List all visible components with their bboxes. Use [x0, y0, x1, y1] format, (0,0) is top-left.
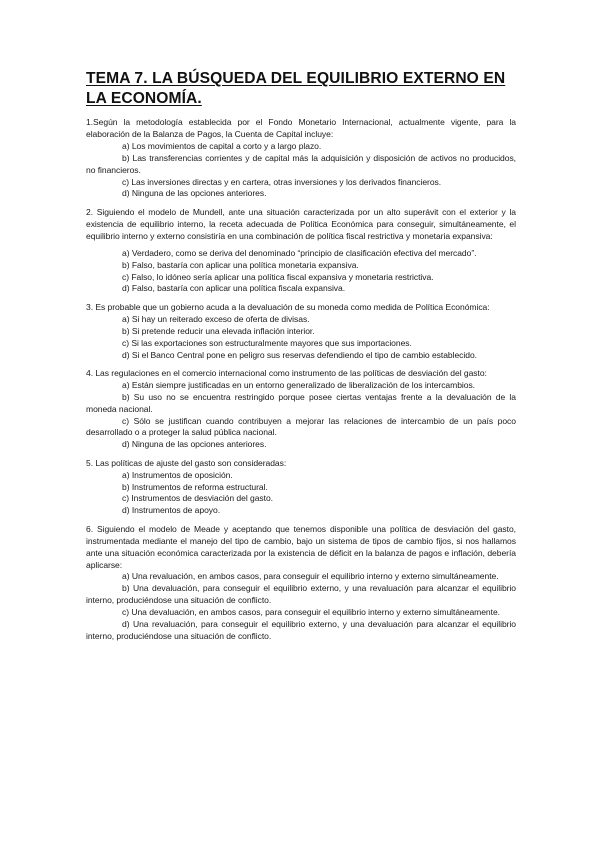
option-a: a) Instrumentos de oposición. — [122, 469, 233, 480]
question-list — [86, 117, 516, 649]
option-b: b) Las transferencias corrientes y de capital más la adquisición y disposición de activos no producidos, no financieros. — [86, 152, 516, 175]
option-d: d) Ninguna de las opciones anteriores. — [122, 188, 267, 199]
option-d: d) Si el Banco Central pone en peligro sus reservas defendiendo el tipo de cambio establecido. — [122, 349, 477, 360]
option-d: d) Falso, bastaría con aplicar una política fiscala expansiva. — [122, 283, 346, 294]
option-a: a) Si hay un reiterado exceso de oferta de divisas. — [122, 313, 310, 324]
question-5 — [86, 458, 516, 518]
option-d: d) Una revaluación, para conseguir el equilibrio externo, y una devaluación para alcanzar el equilibrio interno, produciéndose una situación de conflicto. — [86, 619, 516, 641]
question-4 — [86, 368, 516, 451]
option-c: c) Si las exportaciones son estructuralmente mayores que sus importaciones. — [122, 337, 412, 348]
option-b: b) Instrumentos de reforma estructural. — [122, 481, 268, 492]
question-1 — [86, 117, 516, 200]
question-6 — [86, 524, 516, 643]
option-a: a) Verdadero, como se deriva del denominado “principio de clasificación efectiva del mercado”. — [122, 247, 477, 258]
option-b: b) Si pretende reducir una elevada inflación interior. — [122, 325, 315, 336]
option-c: c) Una devaluación, en ambos casos, para conseguir el equilibrio interno y externo simultáneamente. — [122, 607, 500, 618]
question-3 — [86, 302, 516, 362]
question-stem: 1.Según la metodología establecida por el Fondo Monetario Internacional, actualmente vigente, para la elaboración de la Balanza de Pagos, la Cuenta de Capital incluye: — [86, 117, 516, 139]
question-stem: 6. Siguiendo el modelo de Meade y aceptando que tenemos disponible una política de desviación del gasto, instrumentada mediante el manejo del tipo de cambio, bajo un sistema de tipos de cambio fijos, si nos hallamos ante una situación económica caracterizada por la existencia de déficit en la balanza de pagos e inflación, debería aplicarse: — [86, 523, 516, 570]
option-c: c) Sólo se justifican cuando contribuyen a mejorar las relaciones de intercambio de un país poco desarrollado o a proteger la salud pública nacional. — [86, 415, 516, 438]
option-d: d) Ninguna de las opciones anteriores. — [122, 439, 267, 450]
option-d: d) Instrumentos de apoyo. — [122, 505, 221, 516]
question-stem: 4. Las regulaciones en el comercio internacional como instrumento de las políticas de desviación del gasto: — [86, 367, 487, 378]
question-stem: 2. Siguiendo el modelo de Mundell, ante una situación caracterizada por un alto superávit con el exterior y la existencia de equilibrio interno, la receta adecuada de Política Económica para conseguir, simultáneamente, el equilibrio interno y externo consistiría en una combinación de política fiscal restrictiva y monetaria expansiva: — [86, 206, 516, 241]
option-c: c) Falso, lo idóneo sería aplicar una política fiscal expansiva y monetaria restrictiva. — [122, 271, 434, 282]
option-c: c) Instrumentos de desviación del gasto. — [122, 493, 273, 504]
option-a: a) Los movimientos de capital a corto y a largo plazo. — [122, 140, 322, 151]
option-a: a) Una revaluación, en ambos casos, para conseguir el equilibrio interno y externo simultáneamente. — [122, 571, 499, 582]
question-stem: 3. Es probable que un gobierno acuda a la devaluación de su moneda como medida de Política Económica: — [86, 301, 490, 312]
question-stem: 5. Las políticas de ajuste del gasto son consideradas: — [86, 457, 287, 468]
document-title: TEMA 7. LA BÚSQUEDA DEL EQUILIBRIO EXTERNO EN LA ECONOMÍA. — [86, 70, 506, 107]
option-b: b) Su uso no se encuentra restringido porque posee ciertas ventajas frente a la devaluación de la moneda nacional. — [86, 391, 516, 414]
option-a: a) Están siempre justificadas en un entorno generalizado de liberalización de los intercambios. — [122, 379, 475, 390]
option-c: c) Las inversiones directas y en cartera, otras inversiones y los derivados financieros. — [122, 176, 442, 187]
option-b: b) Una devaluación, para conseguir el equilibrio externo, y una revaluación para alcanzar el equilibrio interno, produciéndose una situación de conflicto. — [86, 583, 516, 606]
question-2 — [86, 207, 516, 296]
option-b: b) Falso, bastaría con aplicar una política monetaria expansiva. — [122, 259, 359, 270]
